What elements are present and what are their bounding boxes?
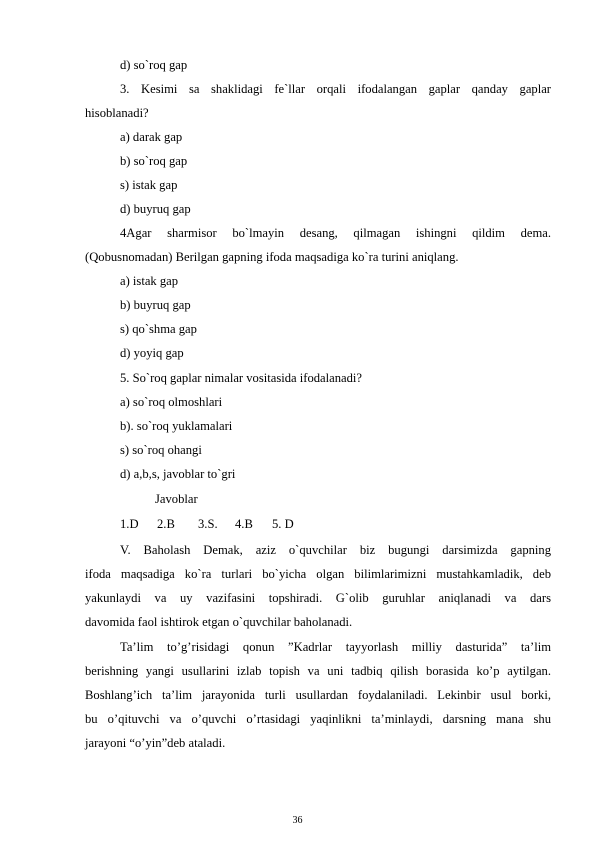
paragraph-1-line-4: davomida faol ishtirok etgan o`quvchilar baholanadi. <box>85 615 353 629</box>
answer-key-item: 4.B <box>235 517 253 531</box>
answer-key-item: 1.D <box>120 517 139 531</box>
page-number: 36 <box>292 815 303 826</box>
option-line: d) buyruq gap <box>120 202 191 216</box>
option-line: a) istak gap <box>120 274 179 288</box>
option-line: s) istak gap <box>120 178 178 192</box>
option-line: d) so`roq gap <box>120 58 188 72</box>
paragraph-1-line-2: ifoda maqsadiga ko`ra turlari bo`yicha olgan bilimlarimizni mustahkamladik, deb <box>85 567 551 581</box>
question-5: 5. So`roq gaplar nimalar vositasida ifodalanadi? <box>120 371 363 385</box>
question-3-line-2: hisoblanadi? <box>85 106 149 120</box>
option-line: s) qo`shma gap <box>120 322 197 336</box>
option-line: s) so`roq ohangi <box>120 443 202 457</box>
option-line: a) darak gap <box>120 130 183 144</box>
answers-heading: Javoblar <box>155 492 198 506</box>
option-line: d) yoyiq gap <box>120 346 184 360</box>
paragraph-1-line-1: V. Baholash Demak, aziz o`quvchilar biz bugungi darsimizda gapning <box>120 543 551 557</box>
answer-key-item: 3.S. <box>198 517 218 531</box>
paragraph-2-line-2: berishning yangi usullarini izlab topish va uni tadbiq qilish borasida ko’p aytilgan. <box>85 664 551 678</box>
option-line: b). so`roq yuklamalari <box>120 419 233 433</box>
option-line: b) so`roq gap <box>120 154 188 168</box>
paragraph-2-line-3: Boshlang’ich ta’lim jarayonida turli usullardan foydalaniladi. Lekinbir usul borki, <box>85 688 551 702</box>
question-4-line-2: (Qobusnomadan) Berilgan gapning ifoda maqsadiga ko`ra turini aniqlang. <box>85 250 459 264</box>
question-4-line-1: 4Agar sharmisor bo`lmayin desang, qilmagan ishingni qildim dema. <box>120 226 551 240</box>
option-line: a) so`roq olmoshlari <box>120 395 223 409</box>
paragraph-1-line-3: yakunlaydi va uy vazifasini topshiradi. G`olib guruhlar aniqlanadi va dars <box>85 591 551 605</box>
paragraph-2-line-1: Ta’lim to’g’risidagi qonun ”Kadrlar tayyorlash milliy dasturida” ta’lim <box>120 640 551 654</box>
option-line: d) a,b,s, javoblar to`gri <box>120 467 236 481</box>
option-line: b) buyruq gap <box>120 298 191 312</box>
answer-key-item: 2.B <box>157 517 175 531</box>
answer-key-item: 5. D <box>272 517 294 531</box>
paragraph-2-line-4: bu o’qituvchi va o’quvchi o’rtasidagi yaqinlikni ta’minlaydi, darsning mana shu <box>85 712 551 726</box>
paragraph-2-line-5: jarayoni “o’yin”deb ataladi. <box>85 736 226 750</box>
question-3-line-1: 3. Kesimi sa shaklidagi fe`llar orqali ifodalangan gaplar qanday gaplar <box>120 82 551 96</box>
